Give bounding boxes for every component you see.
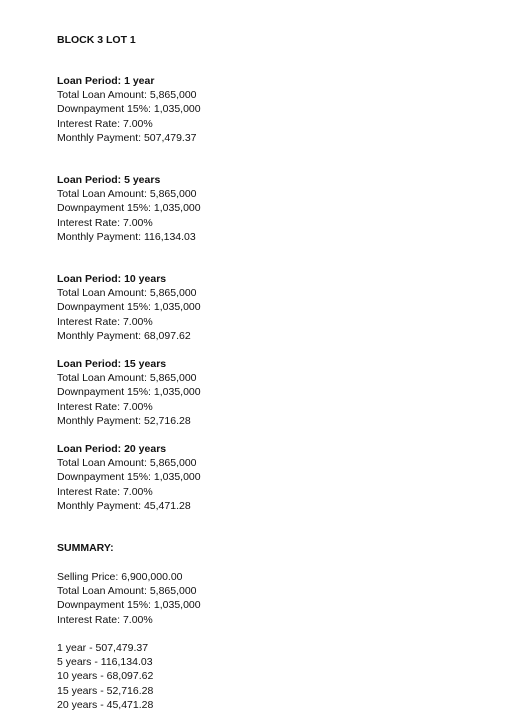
document-title: BLOCK 3 LOT 1 [57, 34, 136, 46]
loan-block-1-year [57, 74, 201, 145]
loan-period: Loan Period: 5 years [57, 174, 161, 186]
payment-item: 20 years - 45,471.28 [57, 698, 154, 711]
summary-details [57, 570, 201, 627]
downpayment: Downpayment 15%: 1,035,000 [57, 202, 201, 215]
loan-block-10-years [57, 272, 201, 343]
interest-rate: Interest Rate: 7.00% [57, 117, 153, 130]
summary-payments-list [57, 641, 153, 712]
loan-period: Loan Period: 1 year [57, 75, 155, 87]
downpayment: Downpayment 15%: 1,035,000 [57, 599, 201, 612]
interest-rate: Interest Rate: 7.00% [57, 216, 153, 229]
total-loan-amount: Total Loan Amount: 5,865,000 [57, 585, 197, 598]
monthly-payment: Monthly Payment: 52,716.28 [57, 414, 191, 427]
monthly-payment: Monthly Payment: 45,471.28 [57, 499, 191, 512]
total-loan-amount: Total Loan Amount: 5,865,000 [57, 188, 197, 201]
payment-item: 1 year - 507,479.37 [57, 642, 149, 654]
loan-period: Loan Period: 15 years [57, 358, 167, 370]
monthly-payment: Monthly Payment: 507,479.37 [57, 131, 197, 144]
downpayment: Downpayment 15%: 1,035,000 [57, 471, 201, 484]
interest-rate: Interest Rate: 7.00% [57, 315, 153, 328]
total-loan-amount: Total Loan Amount: 5,865,000 [57, 287, 197, 300]
loan-period: Loan Period: 20 years [57, 443, 167, 455]
loan-period: Loan Period: 10 years [57, 273, 167, 285]
interest-rate: Interest Rate: 7.00% [57, 613, 153, 626]
loan-block-20-years [57, 442, 201, 513]
loan-block-15-years [57, 357, 201, 428]
summary-heading: SUMMARY: [57, 542, 114, 554]
monthly-payment: Monthly Payment: 68,097.62 [57, 329, 191, 342]
downpayment: Downpayment 15%: 1,035,000 [57, 103, 201, 116]
payment-item: 10 years - 68,097.62 [57, 670, 154, 683]
total-loan-amount: Total Loan Amount: 5,865,000 [57, 457, 197, 470]
payment-item: 15 years - 52,716.28 [57, 684, 154, 697]
loan-block-5-years [57, 173, 201, 244]
interest-rate: Interest Rate: 7.00% [57, 485, 153, 498]
monthly-payment: Monthly Payment: 116,134.03 [57, 230, 196, 243]
interest-rate: Interest Rate: 7.00% [57, 400, 153, 413]
payment-item: 5 years - 116,134.03 [57, 656, 153, 669]
summary-heading-block [57, 541, 114, 555]
downpayment: Downpayment 15%: 1,035,000 [57, 301, 201, 314]
selling-price: Selling Price: 6,900,000.00 [57, 571, 183, 583]
downpayment: Downpayment 15%: 1,035,000 [57, 386, 201, 399]
total-loan-amount: Total Loan Amount: 5,865,000 [57, 89, 197, 102]
total-loan-amount: Total Loan Amount: 5,865,000 [57, 372, 197, 385]
